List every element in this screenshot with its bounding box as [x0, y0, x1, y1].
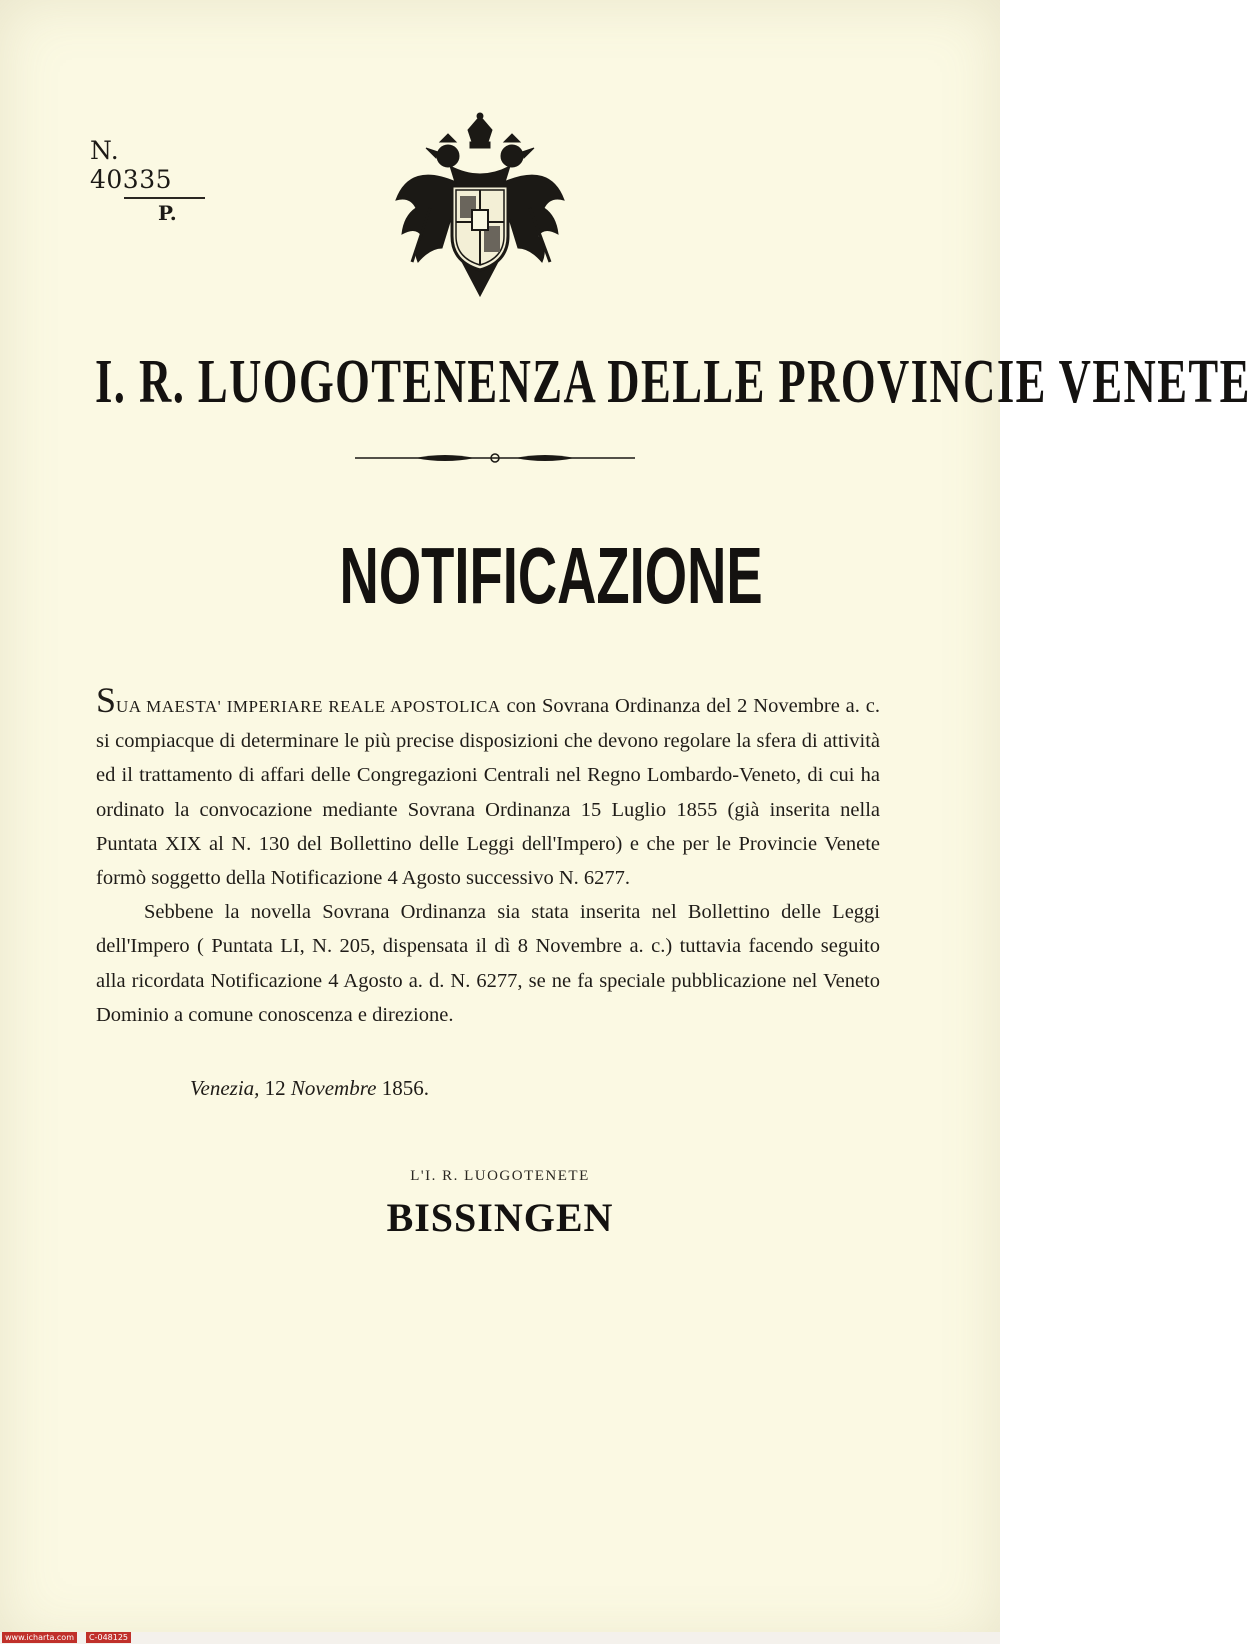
place-name: Venezia, — [190, 1076, 260, 1100]
date-year: 1856. — [381, 1076, 429, 1100]
paragraph-1-text: con Sovrana Ordinanza del 2 Novembre a. c. si compiacque di determinare le più precise disposizioni che devono regolare la sfera di attività ed il trattamento di affari delle Congregazioni Centrali nel Regno Lombardo-Veneto, di cui ha ordinato la convocazione mediante Sovrana Ordinanza 15 Luglio 1855 (già inserita nella Puntata XIX al N. 130 del Bollettino delle Leggi dell'Impero) e che per le Provincie Venete formò soggetto della Notificazione 4 Agosto successivo N. 6277. — [96, 695, 880, 890]
sovereign-title: UA MAESTA' IMPERIARE REALE APOSTOLICA — [116, 697, 501, 716]
reference-rule — [124, 197, 205, 199]
notice-body — [96, 682, 880, 1032]
reference-sub: P. — [158, 201, 177, 225]
notice-paragraph-2: Sebbene la novella Sovrana Ordinanza sia stata inserita nel Bollettino delle Leggi dell'Impero ( Puntata LI, N. 205, dispensata il dì 8 Novembre a. c.) tuttavia facendo seguito alla ricordata Notificazione 4 Agosto a. d. N. 6277, se ne fa speciale pubblicazione nel Veneto Dominio a comune conoscenza e direzione. — [96, 901, 880, 1026]
footer-website-tag[interactable]: www.icharta.com — [2, 1632, 77, 1643]
footer-strip — [0, 1632, 1000, 1644]
signatory-name: BISSINGEN — [386, 1195, 614, 1240]
document-title — [240, 528, 770, 624]
document-title-text: NOTIFICAZIONE — [339, 531, 763, 620]
reference-number — [90, 136, 205, 225]
signatory-role: L'I. R. LUOGOTENETE — [410, 1168, 590, 1184]
place-and-date — [190, 1076, 429, 1101]
notice-paragraph-1 — [96, 682, 880, 895]
reference-number-text: N. 40335 — [90, 136, 173, 194]
ornamental-divider — [355, 450, 635, 466]
date-month: Novembre — [290, 1076, 377, 1100]
issuing-authority: I. R. LUOGOTENENZA DELLE PROVINCIE VENETE — [95, 348, 1251, 416]
double-headed-eagle-crest-icon — [390, 112, 570, 302]
date-day: 12 — [264, 1076, 286, 1100]
drop-cap: S — [96, 680, 117, 720]
footer-code-tag: C-048125 — [86, 1632, 131, 1643]
